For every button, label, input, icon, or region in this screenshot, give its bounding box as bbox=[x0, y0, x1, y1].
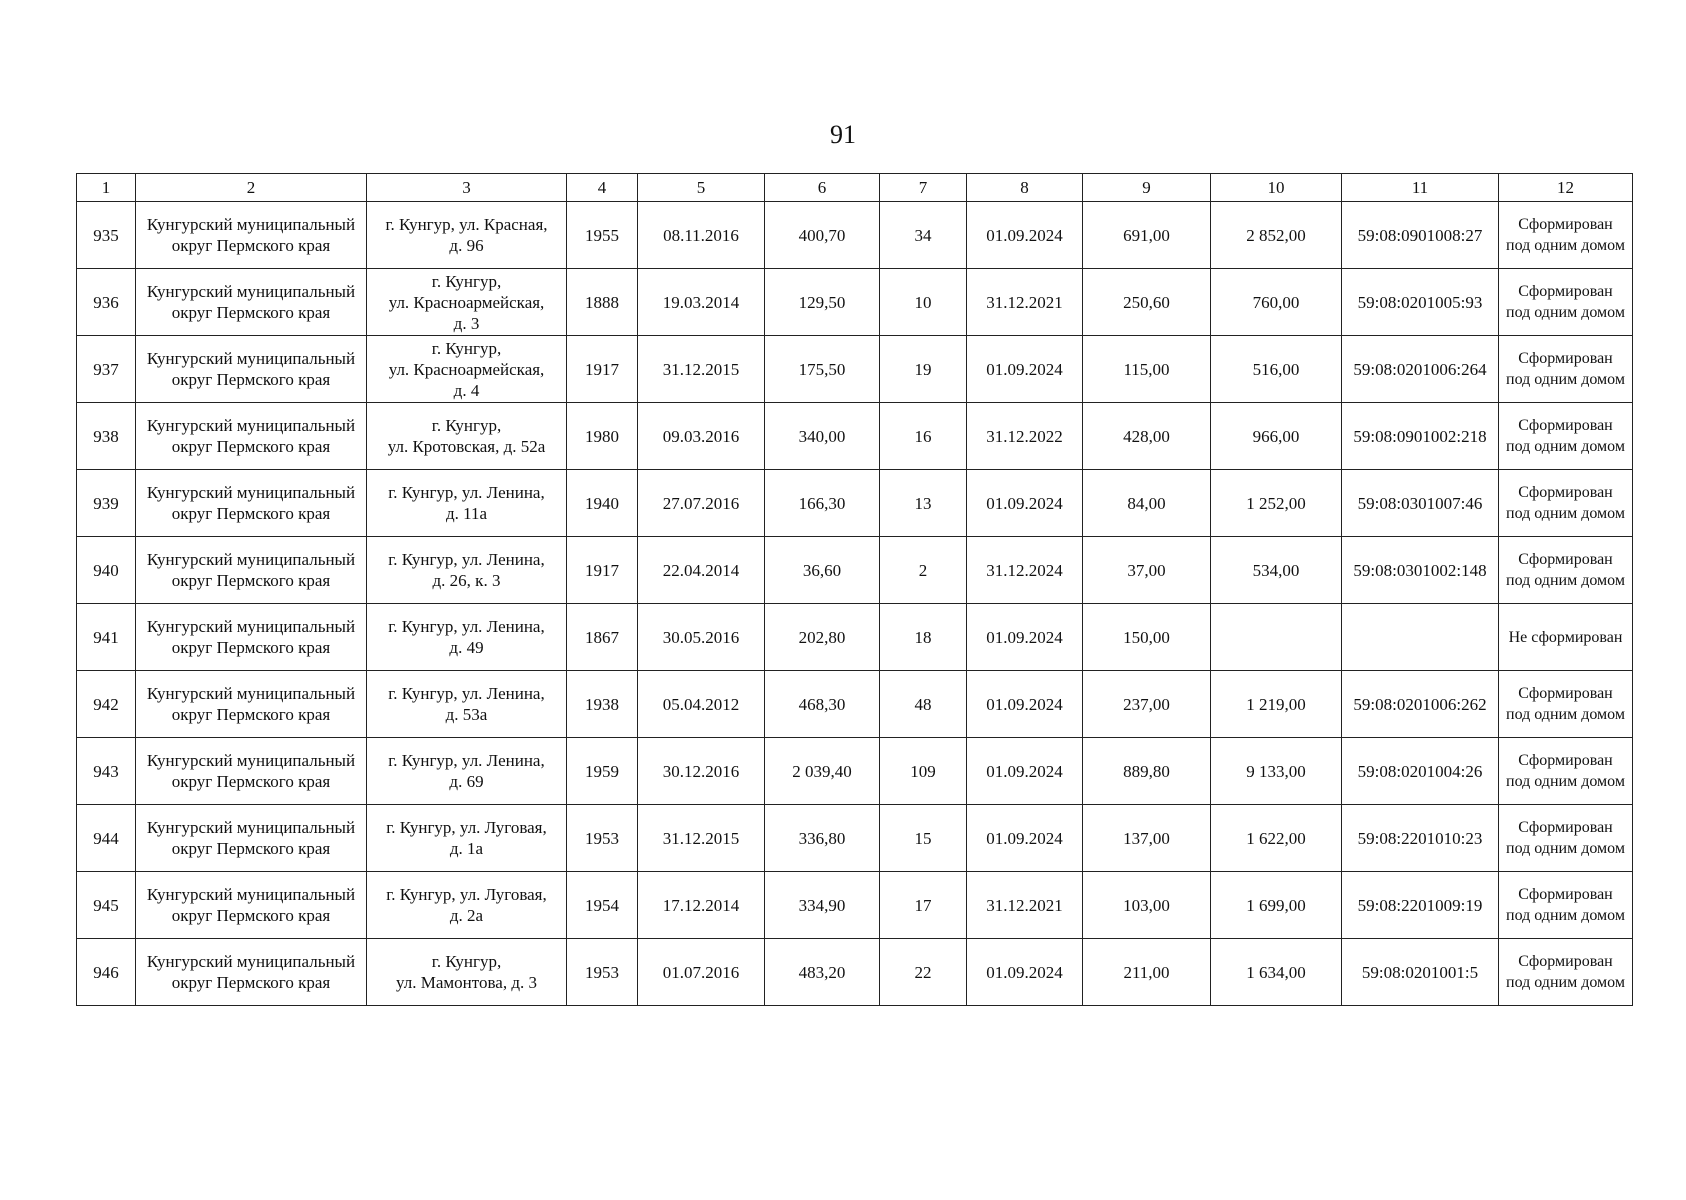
date-cell: 08.11.2016 bbox=[638, 202, 765, 269]
row-number: 935 bbox=[77, 202, 136, 269]
column-header: 12 bbox=[1499, 174, 1633, 202]
cadastral-number-cell: 59:08:0901008:27 bbox=[1342, 202, 1499, 269]
municipality-cell: Кунгурский муниципальный округ Пермского края bbox=[136, 269, 367, 336]
column-10-cell: 1 252,00 bbox=[1211, 470, 1342, 537]
cadastral-number-cell: 59:08:0901002:218 bbox=[1342, 403, 1499, 470]
area-cell: 400,70 bbox=[765, 202, 880, 269]
status-cell: Сформирован под одним домом bbox=[1499, 738, 1633, 805]
table-row bbox=[77, 671, 1633, 738]
deadline-cell: 31.12.2024 bbox=[967, 537, 1083, 604]
column-9-cell: 237,00 bbox=[1083, 671, 1211, 738]
address-cell: г. Кунгур, ул. Ленина, д. 53а bbox=[367, 671, 567, 738]
area-cell: 129,50 bbox=[765, 269, 880, 336]
area-cell: 468,30 bbox=[765, 671, 880, 738]
status-cell: Сформирован под одним домом bbox=[1499, 537, 1633, 604]
address-cell: г. Кунгур, ул. Мамонтова, д. 3 bbox=[367, 939, 567, 1006]
deadline-cell: 31.12.2021 bbox=[967, 872, 1083, 939]
housing-registry-table bbox=[76, 173, 1633, 1006]
date-cell: 19.03.2014 bbox=[638, 269, 765, 336]
municipality-cell: Кунгурский муниципальный округ Пермского края bbox=[136, 403, 367, 470]
row-number: 944 bbox=[77, 805, 136, 872]
cadastral-number-cell: 59:08:2201009:19 bbox=[1342, 872, 1499, 939]
status-cell: Сформирован под одним домом bbox=[1499, 470, 1633, 537]
row-number: 936 bbox=[77, 269, 136, 336]
column-header: 3 bbox=[367, 174, 567, 202]
table-row bbox=[77, 269, 1633, 336]
cadastral-number-cell bbox=[1342, 604, 1499, 671]
table-body bbox=[77, 202, 1633, 1006]
date-cell: 01.07.2016 bbox=[638, 939, 765, 1006]
status-cell: Сформирован под одним домом bbox=[1499, 403, 1633, 470]
column-header: 2 bbox=[136, 174, 367, 202]
column-header: 10 bbox=[1211, 174, 1342, 202]
column-9-cell: 889,80 bbox=[1083, 738, 1211, 805]
header-row bbox=[77, 174, 1633, 202]
cadastral-number-cell: 59:08:0201006:264 bbox=[1342, 336, 1499, 403]
table-row bbox=[77, 403, 1633, 470]
column-9-cell: 211,00 bbox=[1083, 939, 1211, 1006]
status-cell: Сформирован под одним домом bbox=[1499, 805, 1633, 872]
year-cell: 1959 bbox=[567, 738, 638, 805]
municipality-cell: Кунгурский муниципальный округ Пермского края bbox=[136, 537, 367, 604]
column-header: 8 bbox=[967, 174, 1083, 202]
cadastral-number-cell: 59:08:0301007:46 bbox=[1342, 470, 1499, 537]
residents-cell: 2 bbox=[880, 537, 967, 604]
column-10-cell: 1 622,00 bbox=[1211, 805, 1342, 872]
municipality-cell: Кунгурский муниципальный округ Пермского края bbox=[136, 604, 367, 671]
row-number: 942 bbox=[77, 671, 136, 738]
column-header: 7 bbox=[880, 174, 967, 202]
row-number: 943 bbox=[77, 738, 136, 805]
year-cell: 1938 bbox=[567, 671, 638, 738]
date-cell: 09.03.2016 bbox=[638, 403, 765, 470]
date-cell: 31.12.2015 bbox=[638, 336, 765, 403]
column-9-cell: 84,00 bbox=[1083, 470, 1211, 537]
date-cell: 31.12.2015 bbox=[638, 805, 765, 872]
area-cell: 334,90 bbox=[765, 872, 880, 939]
column-10-cell: 2 852,00 bbox=[1211, 202, 1342, 269]
residents-cell: 34 bbox=[880, 202, 967, 269]
residents-cell: 109 bbox=[880, 738, 967, 805]
column-9-cell: 691,00 bbox=[1083, 202, 1211, 269]
table-row bbox=[77, 604, 1633, 671]
status-cell: Сформирован под одним домом bbox=[1499, 336, 1633, 403]
date-cell: 30.05.2016 bbox=[638, 604, 765, 671]
column-10-cell: 534,00 bbox=[1211, 537, 1342, 604]
municipality-cell: Кунгурский муниципальный округ Пермского края bbox=[136, 805, 367, 872]
column-header: 9 bbox=[1083, 174, 1211, 202]
area-cell: 202,80 bbox=[765, 604, 880, 671]
status-cell: Сформирован под одним домом bbox=[1499, 671, 1633, 738]
date-cell: 30.12.2016 bbox=[638, 738, 765, 805]
deadline-cell: 31.12.2021 bbox=[967, 269, 1083, 336]
year-cell: 1940 bbox=[567, 470, 638, 537]
table-row bbox=[77, 939, 1633, 1006]
column-9-cell: 37,00 bbox=[1083, 537, 1211, 604]
residents-cell: 15 bbox=[880, 805, 967, 872]
residents-cell: 10 bbox=[880, 269, 967, 336]
cadastral-number-cell: 59:08:0201005:93 bbox=[1342, 269, 1499, 336]
residents-cell: 18 bbox=[880, 604, 967, 671]
column-9-cell: 103,00 bbox=[1083, 872, 1211, 939]
table-row bbox=[77, 805, 1633, 872]
area-cell: 166,30 bbox=[765, 470, 880, 537]
area-cell: 340,00 bbox=[765, 403, 880, 470]
column-10-cell: 1 219,00 bbox=[1211, 671, 1342, 738]
row-number: 941 bbox=[77, 604, 136, 671]
table-row bbox=[77, 537, 1633, 604]
column-9-cell: 115,00 bbox=[1083, 336, 1211, 403]
deadline-cell: 01.09.2024 bbox=[967, 470, 1083, 537]
year-cell: 1888 bbox=[567, 269, 638, 336]
column-9-cell: 250,60 bbox=[1083, 269, 1211, 336]
date-cell: 17.12.2014 bbox=[638, 872, 765, 939]
column-header: 4 bbox=[567, 174, 638, 202]
column-10-cell: 760,00 bbox=[1211, 269, 1342, 336]
address-cell: г. Кунгур, ул. Ленина, д. 69 bbox=[367, 738, 567, 805]
status-cell: Сформирован под одним домом bbox=[1499, 202, 1633, 269]
cadastral-number-cell: 59:08:0201004:26 bbox=[1342, 738, 1499, 805]
column-9-cell: 428,00 bbox=[1083, 403, 1211, 470]
column-10-cell bbox=[1211, 604, 1342, 671]
column-header: 1 bbox=[77, 174, 136, 202]
table-row bbox=[77, 336, 1633, 403]
residents-cell: 22 bbox=[880, 939, 967, 1006]
municipality-cell: Кунгурский муниципальный округ Пермского края bbox=[136, 202, 367, 269]
table-row bbox=[77, 470, 1633, 537]
row-number: 939 bbox=[77, 470, 136, 537]
row-number: 938 bbox=[77, 403, 136, 470]
year-cell: 1980 bbox=[567, 403, 638, 470]
deadline-cell: 01.09.2024 bbox=[967, 805, 1083, 872]
year-cell: 1953 bbox=[567, 805, 638, 872]
year-cell: 1954 bbox=[567, 872, 638, 939]
residents-cell: 13 bbox=[880, 470, 967, 537]
cadastral-number-cell: 59:08:0201001:5 bbox=[1342, 939, 1499, 1006]
area-cell: 483,20 bbox=[765, 939, 880, 1006]
deadline-cell: 01.09.2024 bbox=[967, 336, 1083, 403]
row-number: 940 bbox=[77, 537, 136, 604]
year-cell: 1955 bbox=[567, 202, 638, 269]
status-cell: Сформирован под одним домом bbox=[1499, 269, 1633, 336]
municipality-cell: Кунгурский муниципальный округ Пермского края bbox=[136, 671, 367, 738]
column-10-cell: 516,00 bbox=[1211, 336, 1342, 403]
residents-cell: 48 bbox=[880, 671, 967, 738]
address-cell: г. Кунгур, ул. Красная, д. 96 bbox=[367, 202, 567, 269]
municipality-cell: Кунгурский муниципальный округ Пермского края bbox=[136, 872, 367, 939]
area-cell: 175,50 bbox=[765, 336, 880, 403]
municipality-cell: Кунгурский муниципальный округ Пермского края bbox=[136, 939, 367, 1006]
address-cell: г. Кунгур, ул. Ленина, д. 11а bbox=[367, 470, 567, 537]
column-10-cell: 1 699,00 bbox=[1211, 872, 1342, 939]
deadline-cell: 01.09.2024 bbox=[967, 939, 1083, 1006]
deadline-cell: 31.12.2022 bbox=[967, 403, 1083, 470]
row-number: 946 bbox=[77, 939, 136, 1006]
address-cell: г. Кунгур, ул. Луговая, д. 1а bbox=[367, 805, 567, 872]
address-cell: г. Кунгур, ул. Ленина, д. 26, к. 3 bbox=[367, 537, 567, 604]
year-cell: 1917 bbox=[567, 336, 638, 403]
status-cell: Сформирован под одним домом bbox=[1499, 939, 1633, 1006]
column-9-cell: 150,00 bbox=[1083, 604, 1211, 671]
deadline-cell: 01.09.2024 bbox=[967, 202, 1083, 269]
column-header: 5 bbox=[638, 174, 765, 202]
residents-cell: 19 bbox=[880, 336, 967, 403]
residents-cell: 16 bbox=[880, 403, 967, 470]
date-cell: 27.07.2016 bbox=[638, 470, 765, 537]
municipality-cell: Кунгурский муниципальный округ Пермского края bbox=[136, 470, 367, 537]
cadastral-number-cell: 59:08:0201006:262 bbox=[1342, 671, 1499, 738]
status-cell: Не сформирован bbox=[1499, 604, 1633, 671]
deadline-cell: 01.09.2024 bbox=[967, 738, 1083, 805]
year-cell: 1867 bbox=[567, 604, 638, 671]
date-cell: 05.04.2012 bbox=[638, 671, 765, 738]
table-row bbox=[77, 202, 1633, 269]
column-10-cell: 1 634,00 bbox=[1211, 939, 1342, 1006]
municipality-cell: Кунгурский муниципальный округ Пермского края bbox=[136, 336, 367, 403]
row-number: 937 bbox=[77, 336, 136, 403]
column-10-cell: 9 133,00 bbox=[1211, 738, 1342, 805]
address-cell: г. Кунгур, ул. Красноармейская, д. 4 bbox=[367, 336, 567, 403]
column-header: 11 bbox=[1342, 174, 1499, 202]
address-cell: г. Кунгур, ул. Ленина, д. 49 bbox=[367, 604, 567, 671]
column-10-cell: 966,00 bbox=[1211, 403, 1342, 470]
column-header: 6 bbox=[765, 174, 880, 202]
date-cell: 22.04.2014 bbox=[638, 537, 765, 604]
area-cell: 2 039,40 bbox=[765, 738, 880, 805]
page-number: 91 bbox=[830, 120, 856, 149]
area-cell: 336,80 bbox=[765, 805, 880, 872]
status-cell: Сформирован под одним домом bbox=[1499, 872, 1633, 939]
address-cell: г. Кунгур, ул. Красноармейская, д. 3 bbox=[367, 269, 567, 336]
municipality-cell: Кунгурский муниципальный округ Пермского края bbox=[136, 738, 367, 805]
cadastral-number-cell: 59:08:0301002:148 bbox=[1342, 537, 1499, 604]
cadastral-number-cell: 59:08:2201010:23 bbox=[1342, 805, 1499, 872]
address-cell: г. Кунгур, ул. Кротовская, д. 52а bbox=[367, 403, 567, 470]
residents-cell: 17 bbox=[880, 872, 967, 939]
address-cell: г. Кунгур, ул. Луговая, д. 2а bbox=[367, 872, 567, 939]
year-cell: 1917 bbox=[567, 537, 638, 604]
deadline-cell: 01.09.2024 bbox=[967, 671, 1083, 738]
year-cell: 1953 bbox=[567, 939, 638, 1006]
table-row bbox=[77, 872, 1633, 939]
table-row bbox=[77, 738, 1633, 805]
deadline-cell: 01.09.2024 bbox=[967, 604, 1083, 671]
row-number: 945 bbox=[77, 872, 136, 939]
area-cell: 36,60 bbox=[765, 537, 880, 604]
column-9-cell: 137,00 bbox=[1083, 805, 1211, 872]
